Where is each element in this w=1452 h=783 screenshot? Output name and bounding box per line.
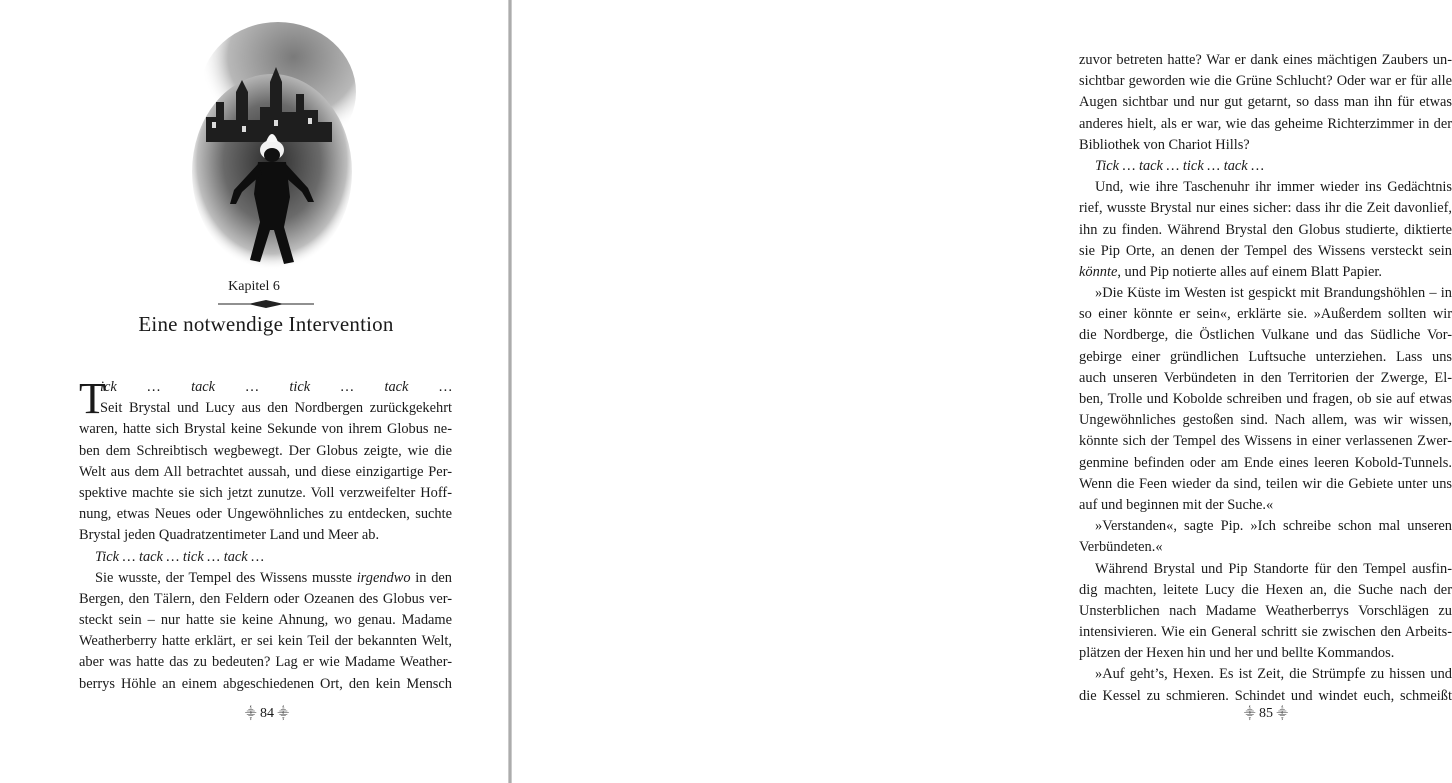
text-segment: »Die Küste im Westen ist gespickt mit Brandungshöhlen – in — [1095, 285, 1452, 302]
right-page — [512, 0, 1452, 783]
text-line — [1079, 559, 1452, 580]
text-line — [1079, 368, 1452, 389]
text-segment: Ungewöhnliches gestoßen sind. Nach allem, was wir wissen, — [1079, 412, 1452, 429]
text-segment: aber was hatte das zu bedeuten? Lag er wie Madame Weather- — [79, 654, 452, 671]
text-line — [79, 652, 452, 673]
text-segment: auf und beginnen mit der Suche.« — [1079, 496, 1274, 513]
text-segment: »Verstanden«, sagte Pip. »Ich schreibe schon mal unseren — [1095, 518, 1452, 535]
text-segment: »Auf geht’s, Hexen. Es ist Zeit, die Strümpfe zu hissen und — [1095, 666, 1452, 683]
text-segment: Seit Brystal und Lucy aus den Nordbergen zurückgekehrt — [100, 400, 452, 417]
folio-ornament-icon: ⸎ — [277, 708, 289, 720]
text-segment: Verbündeten.« — [1079, 539, 1163, 556]
text-segment: ick … tack … tick … tack … — [100, 379, 452, 395]
text-line — [79, 441, 452, 462]
text-segment: anderes hielt, als er war, wie das geheime Richterzimmer in der — [1079, 115, 1452, 132]
text-line — [1079, 643, 1452, 664]
text-line — [79, 525, 452, 546]
text-segment: Tick … tack … tick … tack … — [95, 548, 265, 565]
text-segment: intensivieren. Wie ein General schritt sie zwischen den Arbeits- — [1079, 624, 1452, 641]
text-segment: die Nordberge, die Östlichen Vulkane und das Südliche Vor- — [1079, 327, 1452, 344]
text-line — [1079, 220, 1452, 241]
text-segment: ben, Trolle und Kobolde schreiben und fragen, ob sie auf etwas — [1079, 391, 1452, 407]
text-segment: könnte sich der Tempel des Wissens in einer verlassenen Zwer- — [1079, 433, 1452, 450]
text-line — [79, 568, 452, 589]
text-segment: Weatherberry hatte erklärt, er sei kein Teil der bekannten Welt, — [79, 633, 452, 650]
text-line — [79, 504, 452, 525]
text-line — [79, 547, 452, 568]
text-line — [1079, 389, 1452, 410]
text-line — [79, 377, 452, 398]
text-line — [1079, 347, 1452, 368]
text-line — [1079, 622, 1452, 643]
page-number: 84 — [259, 706, 274, 721]
text-line — [1079, 135, 1452, 156]
text-line — [1079, 50, 1452, 71]
chapter-title: Eine notwendige Intervention — [138, 312, 394, 336]
text-line — [1079, 601, 1452, 622]
text-line — [1079, 495, 1452, 516]
text-segment: zuvor betreten hatte? War er dank eines mächtigen Zaubers un- — [1079, 52, 1452, 68]
folio-ornament-icon: ⸎ — [1276, 708, 1288, 720]
text-line — [1079, 114, 1452, 135]
text-line — [1079, 431, 1452, 452]
text-segment: gebirge einer gründlichen Luftsuche unterziehen. Lass uns — [1079, 348, 1452, 365]
text-line — [1079, 304, 1452, 325]
text-line — [1079, 198, 1452, 219]
text-line — [1079, 410, 1452, 431]
text-line — [1079, 453, 1452, 474]
text-line — [1079, 283, 1452, 304]
text-line — [79, 610, 452, 631]
text-segment: waren, hatte sich Brystal keine Sekunde von ihrem Globus ne- — [79, 421, 452, 438]
folio-ornament-icon: ⸎ — [245, 708, 257, 720]
text-segment: , und Pip notierte alles auf einem Blatt Papier. — [1117, 263, 1382, 280]
left-body-text — [79, 374, 452, 695]
text-segment: ihn zu finden. Während Brystal den Globus studierte, diktierte — [1079, 221, 1452, 238]
page-number-right — [1244, 706, 1288, 722]
burning-city-figure-illustration — [186, 22, 356, 274]
text-line — [79, 462, 452, 483]
page-number: 85 — [1258, 706, 1273, 721]
text-line — [1079, 262, 1452, 283]
text-segment: genmine befinden oder am Ende eines leeren Kobold-Tunnels. — [1079, 454, 1452, 471]
text-segment: die Kessel zu schmieren. Schindet und windet euch, schmeißt — [1079, 687, 1452, 704]
text-line — [1079, 664, 1452, 685]
text-line — [1079, 156, 1452, 177]
folio-ornament-icon: ⸎ — [1244, 708, 1256, 720]
text-line — [79, 483, 452, 504]
text-segment: nung, etwas Neues oder Ungewöhnliches zu entdecken, suchte — [79, 506, 452, 523]
text-line — [1079, 241, 1452, 262]
text-segment: sichtbar geworden wie die Grüne Schlucht? Oder war er für alle — [1079, 73, 1452, 90]
text-segment: Brystal jeden Quadratzentimeter Land und Meer ab. — [79, 527, 380, 544]
right-body-text — [1079, 50, 1452, 707]
text-line — [1079, 580, 1452, 601]
text-line — [1079, 474, 1452, 495]
text-segment: dig machten, leitete Lucy die Hexen an, die Suche nach der — [1079, 581, 1452, 598]
text-line — [79, 589, 452, 610]
text-line — [79, 674, 452, 695]
text-line — [79, 398, 452, 419]
rule-ornament-icon — [218, 298, 314, 310]
text-segment: Unsterblichen nach Madame Weatherberrys Vorschlägen zu — [1079, 602, 1452, 619]
text-segment: Tick … tack … tick … tack … — [1095, 157, 1265, 174]
text-segment: Bibliothek von Chariot Hills? — [1079, 136, 1250, 153]
text-line — [1079, 71, 1452, 92]
text-segment: steckt sein – nur hatte sie keine Ahnung, wo genau. Madame — [79, 612, 452, 629]
text-line — [1079, 516, 1452, 537]
text-line — [1079, 537, 1452, 558]
text-segment: Sie wusste, der Tempel des Wissens musste — [95, 569, 357, 586]
chapter-label: Kapitel 6 — [228, 279, 280, 294]
text-segment: ben dem Schreibtisch wegbewegt. Der Globus zeigte, wie die — [79, 442, 452, 459]
text-segment: irgendwo — [356, 569, 411, 586]
text-segment: Bergen, den Tälern, den Feldern oder Ozeanen des Globus ver- — [79, 590, 452, 607]
text-segment: rief, wusste Brystal nur eines sicher: dass ihr die Zeit davonlief, — [1079, 200, 1452, 217]
left-page — [0, 0, 508, 783]
text-segment: so einer könnte er sein«, erklärte sie. »Außerdem sollten wir — [1079, 306, 1452, 323]
text-line — [79, 631, 452, 652]
text-segment: Welt aus dem All betrachtet aussah, und diese einzigartige Per- — [79, 463, 452, 480]
text-segment: Augen sichtbar und nur gut getarnt, so dass man ihn für etwas — [1079, 94, 1452, 111]
text-segment: berrys Höhle an einem abgeschiedenen Ort, den kein Mensch — [79, 675, 452, 692]
drop-cap: T — [79, 374, 106, 423]
text-line — [1079, 177, 1452, 198]
text-segment: Wenn die Feen wieder da sind, teilen wir die Gebiete unter uns — [1079, 475, 1452, 492]
text-segment: auch unseren Verbündeten in den Territorien der Zwerge, El- — [1079, 369, 1452, 386]
text-segment: Und, wie ihre Taschenuhr ihr immer wieder ins Gedächtnis — [1095, 179, 1452, 196]
text-line — [1079, 325, 1452, 346]
text-segment: in den — [410, 569, 452, 586]
text-segment: Während Brystal und Pip Standorte für den Tempel ausfin- — [1095, 560, 1452, 577]
page-number-left — [245, 706, 289, 722]
text-segment: sie Pip Orte, an denen der Tempel des Wissens versteckt sein — [1079, 242, 1452, 259]
text-line — [1079, 92, 1452, 113]
text-segment: spektive machte sie sich jetzt zunutze. Voll verzweifelter Hoff- — [79, 484, 452, 501]
text-line — [1079, 686, 1452, 707]
text-segment: könnte — [1079, 263, 1118, 280]
text-line — [79, 419, 452, 440]
text-segment: plätzen der Hexen hin und her und bellte Kommandos. — [1079, 645, 1395, 662]
